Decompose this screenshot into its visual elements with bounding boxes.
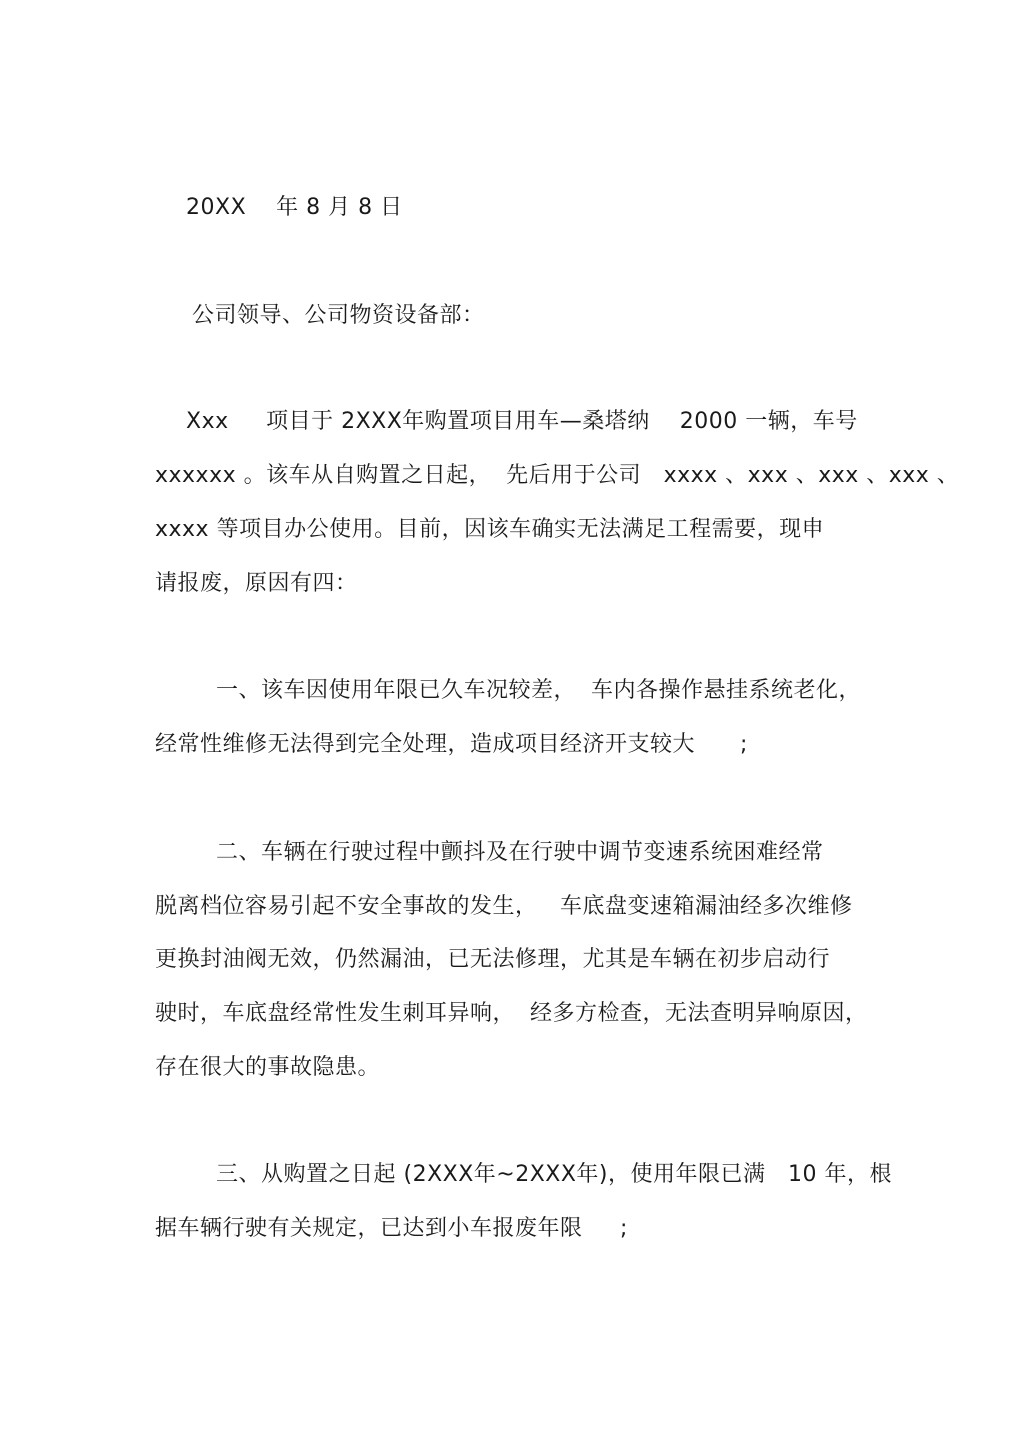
reason1-line-1: 一、该车因使用年限已久车况较差， 车内各操作悬挂系统老化， (216, 678, 861, 703)
reason1-line-2: 经常性维修无法得到完全处理，造成项目经济开支较大 ; (155, 732, 748, 757)
reason3-line-1: 三、从购置之日起 (2XXX年~2XXX年)，使用年限已满 10 年，根 (216, 1162, 892, 1187)
reason2-line-2: 脱离档位容易引起不安全事故的发生， 车底盘变速箱漏油经多次维修 (155, 894, 853, 919)
letter-date: 20XX 年 8 月 8 日 (186, 195, 403, 220)
reason2-line-4: 驶时，车底盘经常性发生刺耳异响， 经多方检查，无法查明异响原因， (155, 1001, 868, 1026)
intro-line-3: xxxx 等项目办公使用。目前，因该车确实无法满足工程需要，现申 (155, 517, 825, 542)
reason3-line-2: 据车辆行驶有关规定，已达到小车报废年限 ; (155, 1216, 628, 1241)
intro-line-2: xxxxxx 。该车从自购置之日起， 先后用于公司 xxxx 、xxx 、xxx 、xxx 、 (155, 463, 960, 488)
letter-salutation: 公司领导、公司物资设备部： (192, 303, 485, 328)
intro-line-1: Xxx 项目于 2XXX年购置项目用车—桑塔纳 2000 一辆，车号 (186, 409, 858, 434)
reason2-line-1: 二、车辆在行驶过程中颤抖及在行驶中调节变速系统困难经常 (216, 840, 824, 865)
intro-line-4: 请报废，原因有四： (155, 571, 358, 596)
reason2-line-5: 存在很大的事故隐患。 (155, 1055, 381, 1080)
reason2-line-3: 更换封油阀无效，仍然漏油，已无法修理，尤其是车辆在初步启动行 (155, 947, 831, 972)
